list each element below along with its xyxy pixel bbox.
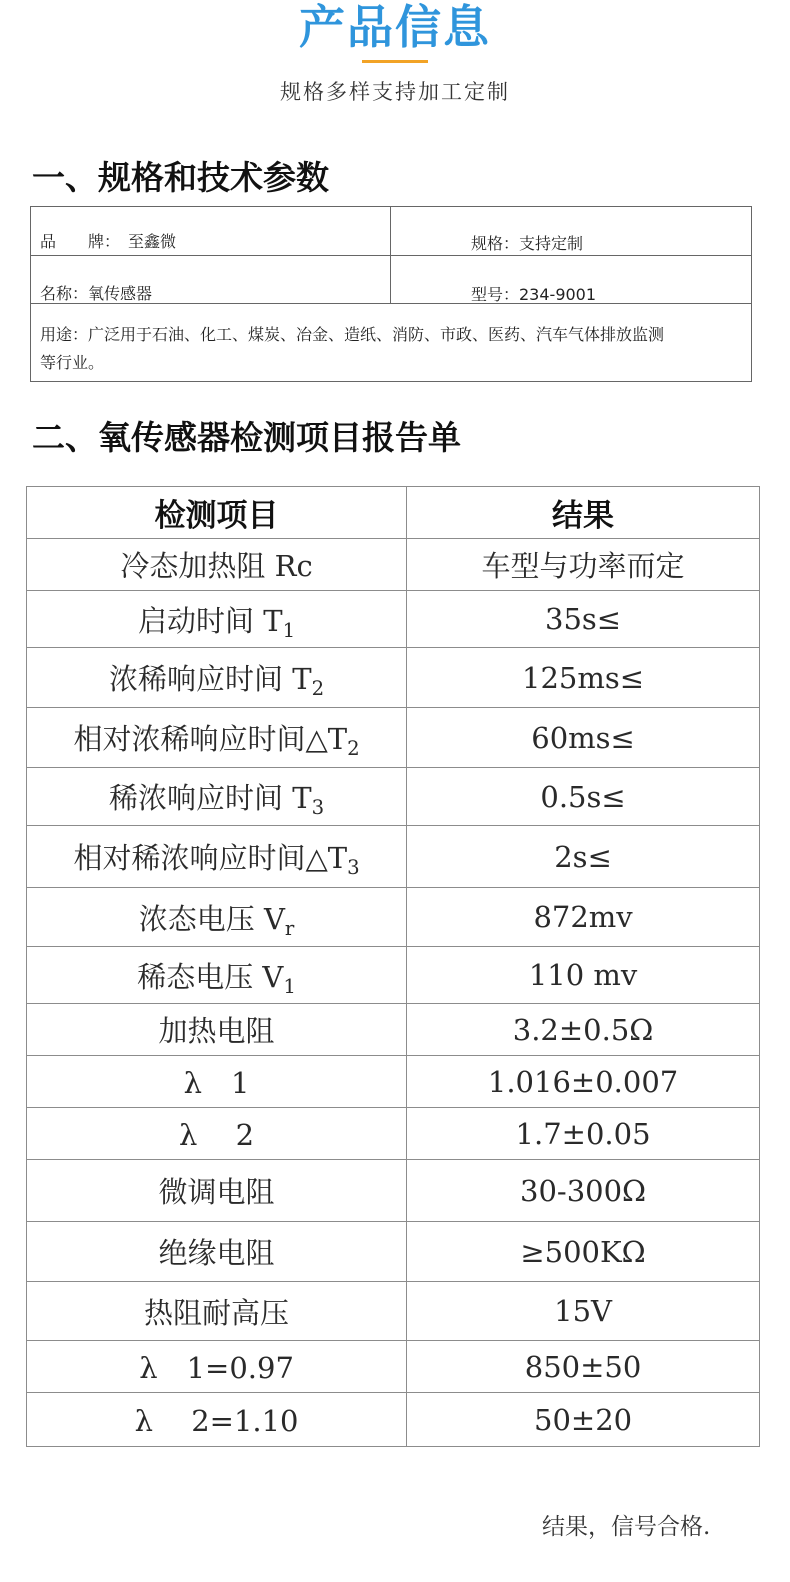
- item-cell: [27, 591, 407, 648]
- column-header-item: 检测项目: [27, 487, 407, 539]
- spec-cell: [31, 256, 391, 303]
- item-cell: [27, 888, 407, 947]
- item-subscript: 3: [347, 856, 360, 879]
- item-text: λ 2: [179, 1118, 255, 1152]
- table-row: [27, 1108, 760, 1160]
- result-cell: 3.2±0.5Ω: [407, 1004, 760, 1056]
- item-cell: [27, 947, 407, 1004]
- result-cell: 125ms≤: [407, 648, 760, 708]
- item-text: 浓态电压 V: [138, 901, 285, 936]
- conclusion-text: 结果，信号合格.: [542, 1514, 711, 1540]
- item-text: λ 2=1.10: [134, 1404, 299, 1438]
- spec-cell: [31, 207, 391, 255]
- item-text: 热阻耐高压: [144, 1295, 290, 1330]
- item-cell: [27, 1282, 407, 1341]
- item-text: 微调电阻: [158, 1175, 275, 1209]
- brand-text: 品 牌： 至鑫微: [40, 232, 177, 251]
- table-row: [27, 1282, 760, 1341]
- table-row: [27, 1004, 760, 1056]
- item-cell: [27, 768, 407, 826]
- result-cell: 15V: [407, 1282, 760, 1341]
- table-row: [27, 1056, 760, 1108]
- spec-row: [31, 304, 751, 381]
- item-cell: [27, 1056, 407, 1108]
- column-header-result: 结果: [407, 487, 760, 539]
- table-row: [27, 826, 760, 888]
- item-text: 加热电阻: [158, 1014, 275, 1048]
- table-row: [27, 1222, 760, 1282]
- item-text: 冷态加热阻 Rc: [120, 549, 313, 583]
- item-cell: [27, 1160, 407, 1222]
- item-text: 稀浓响应时间 T: [109, 781, 312, 815]
- model-text: 型号：234-9001: [471, 285, 597, 304]
- table-header-row: [27, 487, 760, 539]
- item-text: λ 1=0.97: [139, 1351, 294, 1385]
- table-row: [27, 888, 760, 947]
- item-cell: [27, 708, 407, 768]
- item-subscript: 1: [283, 974, 296, 998]
- item-subscript: 2: [311, 677, 325, 700]
- result-cell: 30-300Ω: [407, 1160, 760, 1222]
- item-subscript: 1: [282, 618, 296, 642]
- section-heading-specs: 一、规格和技术参数: [32, 158, 329, 197]
- result-cell: 2s≤: [407, 826, 760, 888]
- result-cell: 60ms≤: [407, 708, 760, 768]
- item-text: 绝缘电阻: [158, 1236, 275, 1270]
- item-text: 稀态电压 V: [137, 959, 284, 994]
- result-cell: 50±20: [407, 1393, 760, 1447]
- name-text: 名称：氧传感器: [40, 284, 153, 303]
- table-row: [27, 1160, 760, 1222]
- spec-row: [31, 256, 751, 304]
- item-text: 相对浓稀响应时间△T: [73, 722, 348, 756]
- title-underline: [362, 60, 428, 63]
- item-cell: [27, 1341, 407, 1393]
- page-subtitle: 规格多样支持加工定制: [280, 80, 510, 104]
- result-cell: 0.5s≤: [407, 768, 760, 826]
- item-subscript: 2: [347, 737, 360, 760]
- result-cell: 872mv: [407, 888, 760, 947]
- table-row: [27, 768, 760, 826]
- item-cell: [27, 539, 407, 591]
- item-cell: [27, 1108, 407, 1160]
- result-cell: ≥500KΩ: [407, 1222, 760, 1282]
- result-cell: 110 mv: [407, 947, 760, 1004]
- spec-table: [30, 206, 752, 382]
- usage-text: 用途：广泛用于石油、化工、煤炭、冶金、造纸、消防、市政、医药、汽车气体排放监测等行业。: [40, 325, 665, 372]
- result-cell: 35s≤: [407, 591, 760, 648]
- table-row: [27, 648, 760, 708]
- item-text: 相对稀浓响应时间△T: [73, 841, 348, 875]
- item-subscript: r: [284, 916, 295, 940]
- result-cell: 1.016±0.007: [407, 1056, 760, 1108]
- result-cell: 车型与功率而定: [407, 539, 760, 591]
- item-cell: [27, 1393, 407, 1447]
- item-subscript: 3: [311, 796, 325, 819]
- item-cell: [27, 1222, 407, 1282]
- report-table: [26, 486, 760, 1447]
- spec-cell: [391, 207, 751, 255]
- table-row: [27, 947, 760, 1004]
- table-row: [27, 591, 760, 648]
- spec-text: 规格：支持定制: [471, 234, 584, 253]
- item-text: λ 1: [183, 1066, 250, 1100]
- item-text: 浓稀响应时间 T: [109, 662, 312, 696]
- item-cell: [27, 1004, 407, 1056]
- item-cell: [27, 648, 407, 708]
- section-heading-report: 二、氧传感器检测项目报告单: [32, 418, 461, 457]
- table-row: [27, 1393, 760, 1447]
- page-title: 产品信息: [299, 0, 491, 54]
- table-row: [27, 1341, 760, 1393]
- item-cell: [27, 826, 407, 888]
- table-row: [27, 539, 760, 591]
- spec-row: [31, 207, 751, 256]
- result-cell: 850±50: [407, 1341, 760, 1393]
- item-text: 启动时间 T: [138, 603, 283, 638]
- result-cell: 1.7±0.05: [407, 1108, 760, 1160]
- spec-cell: [391, 256, 751, 303]
- table-row: [27, 708, 760, 768]
